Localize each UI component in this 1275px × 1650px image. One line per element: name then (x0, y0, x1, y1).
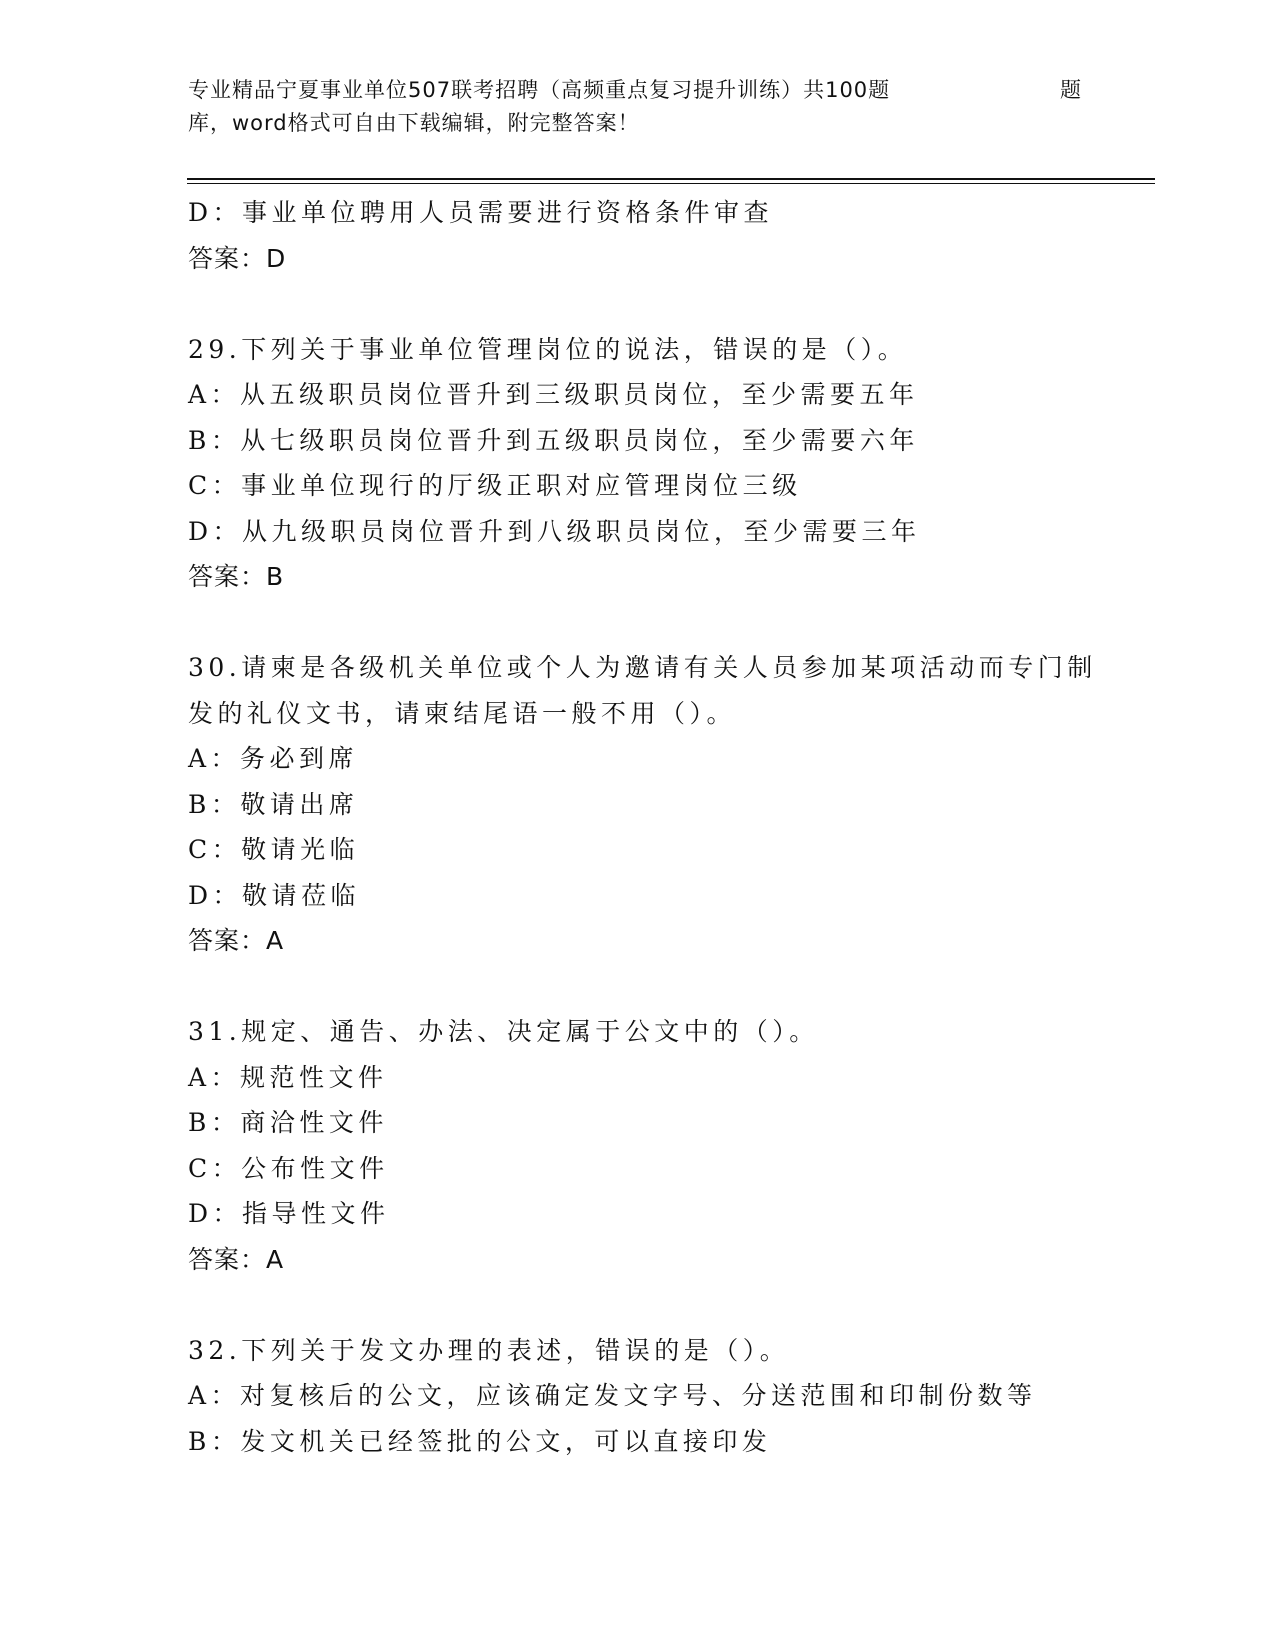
question-28-continued (188, 190, 1108, 281)
answer-line: 答案：A (188, 926, 285, 955)
option-a: A：对复核后的公文，应该确定发文字号、分送范围和印制份数等 (188, 1381, 1037, 1410)
option-a: A：从五级职员岗位晋升到三级职员岗位，至少需要五年 (188, 380, 919, 409)
header-line-1: 专业精品宁夏事业单位507联考招聘（高频重点复习提升训练）共100题 (188, 78, 891, 102)
option-d: D：从九级职员岗位晋升到八级职员岗位，至少需要三年 (188, 516, 921, 546)
document-body (188, 190, 1108, 1464)
header-line-1-tail: 题 (1060, 78, 1082, 102)
option-b: B：敬请出席 (188, 789, 359, 819)
answer-line: 答案：B (188, 562, 285, 591)
question-30 (188, 645, 1108, 964)
option-c: C：事业单位现行的厅级正职对应管理岗位三级 (188, 471, 802, 500)
option-b: B：发文机关已经签批的公文，可以直接印发 (188, 1426, 772, 1456)
question-stem-continued: 发的礼仪文书，请柬结尾语一般不用（）。 (188, 698, 737, 728)
spacer (188, 281, 1108, 327)
option-d: D：事业单位聘用人员需要进行资格条件审查 (188, 198, 774, 227)
question-stem: 32.下列关于发文办理的表述，错误的是（）。 (188, 1335, 790, 1365)
option-c: C：公布性文件 (188, 1153, 389, 1183)
option-d: D：敬请莅临 (188, 880, 361, 910)
question-31 (188, 1009, 1108, 1282)
header-rule-thick (187, 178, 1155, 180)
question-stem: 31.规定、通告、办法、决定属于公文中的（）。 (188, 1017, 819, 1046)
answer-line: 答案：A (188, 1244, 285, 1274)
answer-line: 答案：D (188, 243, 287, 273)
option-c: C：敬请光临 (188, 835, 360, 864)
option-b: B：从七级职员岗位晋升到五级职员岗位，至少需要六年 (188, 425, 919, 455)
spacer (188, 600, 1108, 646)
option-d: D：指导性文件 (188, 1199, 390, 1228)
question-stem: 30.请柬是各级机关单位或个人为邀请有关人员参加某项活动而专门制 (188, 653, 1097, 682)
question-stem: 29.下列关于事业单位管理岗位的说法，错误的是（）。 (188, 334, 908, 364)
page-header (188, 74, 1088, 140)
spacer (188, 964, 1108, 1010)
spacer (188, 1282, 1108, 1328)
question-29 (188, 327, 1108, 600)
header-rule-thin (187, 183, 1155, 184)
option-a: A：规范性文件 (188, 1062, 388, 1092)
question-32 (188, 1328, 1108, 1465)
option-b: B：商洽性文件 (188, 1108, 388, 1137)
option-a: A：务必到席 (188, 744, 359, 773)
header-line-2: 库，word格式可自由下载编辑，附完整答案！ (188, 111, 640, 135)
